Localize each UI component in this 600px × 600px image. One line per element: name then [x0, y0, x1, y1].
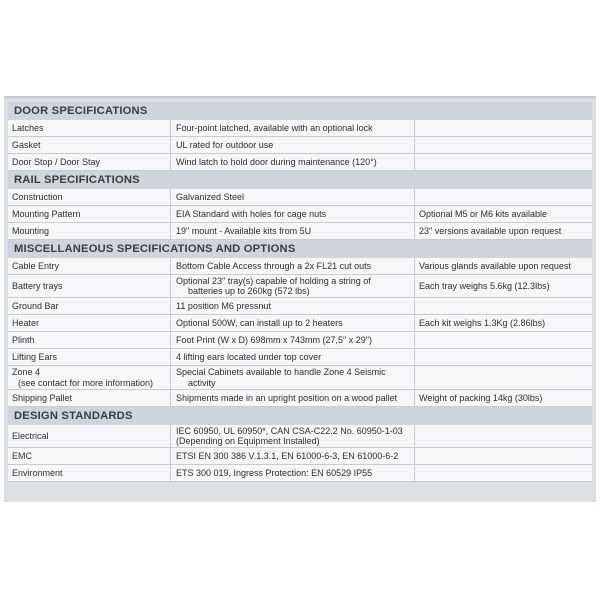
row-value-line2: batteries up to 260kg (572 lbs) [188, 286, 310, 296]
row-note [415, 349, 592, 365]
table-row [8, 275, 592, 298]
row-label: Latches [8, 120, 171, 136]
table-row [8, 137, 592, 154]
row-value: 11 position M6 pressnut [171, 298, 415, 314]
row-value [171, 275, 415, 297]
table-row [8, 448, 592, 465]
row-value-line2: (Depending on Equipment Installed) [176, 436, 320, 446]
row-value: UL rated for outdoor use [171, 137, 415, 153]
row-value-line1: Optional 23" tray(s) capable of holding a string of [176, 275, 371, 286]
table-row [8, 223, 592, 240]
row-label: Electrical [8, 425, 171, 447]
row-label-line1: Zone 4 [12, 367, 41, 377]
table-row [8, 465, 592, 482]
table-row [8, 390, 592, 407]
row-value: Shipments made in an upright position on a wood pallet [171, 390, 415, 406]
row-value [171, 366, 415, 389]
row-label [8, 366, 171, 389]
table-row [8, 425, 592, 448]
row-value: Four-point latched, available with an optional lock [171, 120, 415, 136]
row-note [415, 425, 592, 447]
row-label: Shipping Pallet [8, 390, 171, 406]
row-value-line2: activity [188, 377, 216, 388]
row-value: ETSI EN 300 386 V.1.3.1, EN 61000-6-3, EN 61000-6-2 [171, 448, 415, 464]
section-header-misc: MISCELLANEOUS SPECIFICATIONS AND OPTIONS [8, 240, 592, 258]
row-value: 4 lifting ears located under top cover [171, 349, 415, 365]
row-value: Wind latch to hold door during maintenance (120°) [171, 154, 415, 170]
row-note: Various glands available upon request [419, 260, 571, 271]
section-header-rail: RAIL SPECIFICATIONS [8, 171, 592, 189]
spec-table [8, 102, 592, 482]
row-label-line2: (see contact for more information) [18, 377, 154, 388]
table-row [8, 189, 592, 206]
row-note [415, 120, 592, 136]
table-row [8, 258, 592, 275]
row-note [415, 189, 592, 205]
table-row [8, 349, 592, 366]
row-label: Lifting Ears [8, 349, 171, 365]
row-note: Each kit weighs 1.3Kg (2.86lbs) [419, 317, 546, 328]
table-row [8, 332, 592, 349]
section-header-door: DOOR SPECIFICATIONS [8, 102, 592, 120]
row-value: 19" mount - Available kits from 5U [171, 223, 415, 239]
row-value [171, 425, 415, 447]
row-label: Heater [8, 315, 171, 331]
row-note [415, 298, 592, 314]
row-value: Foot Print (W x D) 698mm x 743mm (27,5" x 29") [171, 332, 415, 348]
row-note: Each tray weighs 5.6kg (12.3lbs) [419, 280, 550, 291]
row-label: Mounting Pattern [8, 206, 171, 222]
row-note: Weight of packing 14kg (30lbs) [419, 392, 543, 403]
row-note [415, 448, 592, 464]
table-row [8, 154, 592, 171]
table-row [8, 315, 592, 332]
row-note [415, 366, 592, 389]
row-value: Galvanized Steel [171, 189, 415, 205]
row-value: Optional 500W, can install up to 2 heaters [171, 315, 415, 331]
spec-sheet [4, 96, 596, 502]
table-row [8, 120, 592, 137]
row-label: Mounting [8, 223, 171, 239]
row-label: Construction [8, 189, 171, 205]
row-note [415, 137, 592, 153]
row-label: Cable Entry [8, 258, 171, 274]
row-value: Bottom Cable Access through a 2x FL21 cut outs [171, 258, 415, 274]
table-row [8, 298, 592, 315]
row-value: ETS 300 019, Ingress Protection: EN 60529 IP55 [171, 465, 415, 481]
row-note [415, 154, 592, 170]
table-row [8, 366, 592, 390]
row-label: Gasket [8, 137, 171, 153]
row-label: Environment [8, 465, 171, 481]
row-note: Optional M5 or M6 kits available [419, 208, 548, 219]
row-label: Ground Bar [8, 298, 171, 314]
row-note [415, 332, 592, 348]
row-note [415, 465, 592, 481]
table-row [8, 206, 592, 223]
section-header-design: DESIGN STANDARDS [8, 407, 592, 425]
row-value: EIA Standard with holes for cage nuts [171, 206, 415, 222]
row-label: Plinth [8, 332, 171, 348]
row-label: Door Stop / Door Stay [8, 154, 171, 170]
row-value-line1: Special Cabinets available to handle Zone 4 Seismic [176, 367, 386, 377]
row-label: EMC [8, 448, 171, 464]
row-value-line1: IEC 60950, UL 60950*, CAN CSA-C22.2 No. 60950-1-03 [176, 425, 403, 436]
row-note: 23" versions available upon request [419, 225, 562, 236]
row-label: Battery trays [8, 275, 171, 297]
